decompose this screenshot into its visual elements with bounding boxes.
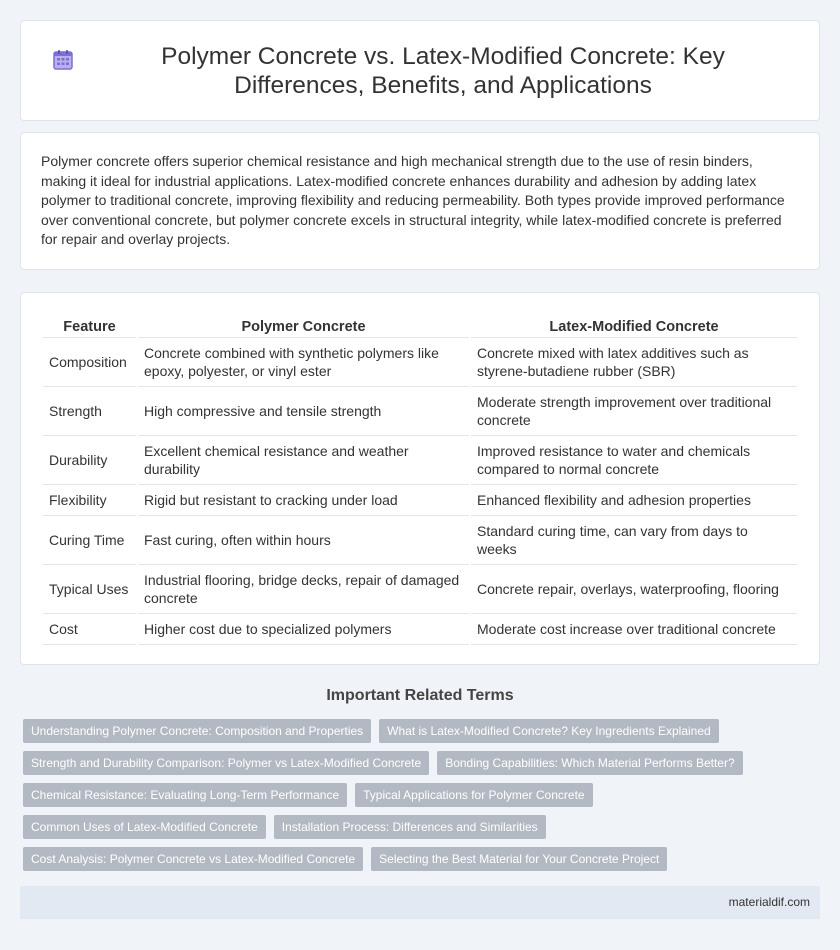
- related-term-tag[interactable]: Chemical Resistance: Evaluating Long-Term Performance: [23, 783, 347, 807]
- related-term-tag[interactable]: Strength and Durability Comparison: Polymer vs Latex-Modified Concrete: [23, 751, 429, 775]
- polymer-cell: Industrial flooring, bridge decks, repair of damaged concrete: [138, 565, 469, 614]
- feature-cell: Typical Uses: [43, 565, 136, 614]
- table-row: [43, 387, 797, 436]
- polymer-cell: Rigid but resistant to cracking under load: [138, 485, 469, 516]
- polymer-cell: Excellent chemical resistance and weather durability: [138, 436, 469, 485]
- tag-row: [23, 847, 813, 871]
- comparison-table: [41, 313, 799, 645]
- summary-card: [20, 132, 820, 270]
- related-terms-title: Important Related Terms: [326, 687, 514, 704]
- table-row: [43, 485, 797, 516]
- latex-cell: Standard curing time, can vary from days to weeks: [471, 516, 797, 565]
- footer-site-link[interactable]: materialdif.com: [728, 895, 810, 909]
- header-latex-modified-concrete: Latex-Modified Concrete: [471, 313, 797, 338]
- tag-row: [23, 719, 813, 743]
- calendar-grid-icon: [51, 48, 75, 72]
- related-term-tag[interactable]: Typical Applications for Polymer Concrete: [355, 783, 592, 807]
- feature-cell: Strength: [43, 387, 136, 436]
- latex-cell: Concrete mixed with latex additives such as styrene-butadiene rubber (SBR): [471, 338, 797, 387]
- latex-cell: Concrete repair, overlays, waterproofing, flooring: [471, 565, 797, 614]
- header-feature: Feature: [43, 313, 136, 338]
- title-card: [20, 20, 820, 121]
- feature-cell: Flexibility: [43, 485, 136, 516]
- table-row: [43, 614, 797, 645]
- related-term-tag[interactable]: Bonding Capabilities: Which Material Performs Better?: [437, 751, 742, 775]
- feature-cell: Cost: [43, 614, 136, 645]
- related-terms-tags: [23, 719, 813, 879]
- related-term-tag[interactable]: Installation Process: Differences and Similarities: [274, 815, 546, 839]
- polymer-cell: Concrete combined with synthetic polymers like epoxy, polyester, or vinyl ester: [138, 338, 469, 387]
- tag-row: [23, 783, 813, 807]
- table-row: [43, 436, 797, 485]
- related-term-tag[interactable]: Selecting the Best Material for Your Concrete Project: [371, 847, 667, 871]
- table-row: [43, 565, 797, 614]
- page-title: Polymer Concrete vs. Latex-Modified Concrete: Key Differences, Benefits, and Applications: [161, 42, 725, 99]
- latex-cell: Enhanced flexibility and adhesion properties: [471, 485, 797, 516]
- table-row: [43, 338, 797, 387]
- table-row: [43, 516, 797, 565]
- polymer-cell: High compressive and tensile strength: [138, 387, 469, 436]
- related-term-tag[interactable]: Cost Analysis: Polymer Concrete vs Latex-Modified Concrete: [23, 847, 363, 871]
- polymer-cell: Fast curing, often within hours: [138, 516, 469, 565]
- tag-row: [23, 751, 813, 775]
- related-term-tag[interactable]: What is Latex-Modified Concrete? Key Ingredients Explained: [379, 719, 719, 743]
- comparison-table-card: [20, 292, 820, 665]
- footer: [20, 886, 820, 919]
- tag-row: [23, 815, 813, 839]
- summary-text: Polymer concrete offers superior chemical resistance and high mechanical strength due to the use of resin binders, making it ideal for industrial applications. Latex-modified concrete enhances durability and adhesion by adding latex polymer to traditional concrete, improving flexibility and reducing permeability. Both types provide improved performance over conventional concrete, but polymer concrete excels in structural integrity, while latex-modified concrete is preferred for repair and overlay projects.: [41, 153, 785, 247]
- polymer-cell: Higher cost due to specialized polymers: [138, 614, 469, 645]
- latex-cell: Moderate strength improvement over traditional concrete: [471, 387, 797, 436]
- feature-cell: Durability: [43, 436, 136, 485]
- latex-cell: Moderate cost increase over traditional concrete: [471, 614, 797, 645]
- feature-cell: Curing Time: [43, 516, 136, 565]
- title-wrap: [51, 42, 789, 100]
- feature-cell: Composition: [43, 338, 136, 387]
- header-polymer-concrete: Polymer Concrete: [138, 313, 469, 338]
- table-header-row: [43, 313, 797, 338]
- latex-cell: Improved resistance to water and chemicals compared to normal concrete: [471, 436, 797, 485]
- related-term-tag[interactable]: Common Uses of Latex-Modified Concrete: [23, 815, 266, 839]
- related-term-tag[interactable]: Understanding Polymer Concrete: Composition and Properties: [23, 719, 371, 743]
